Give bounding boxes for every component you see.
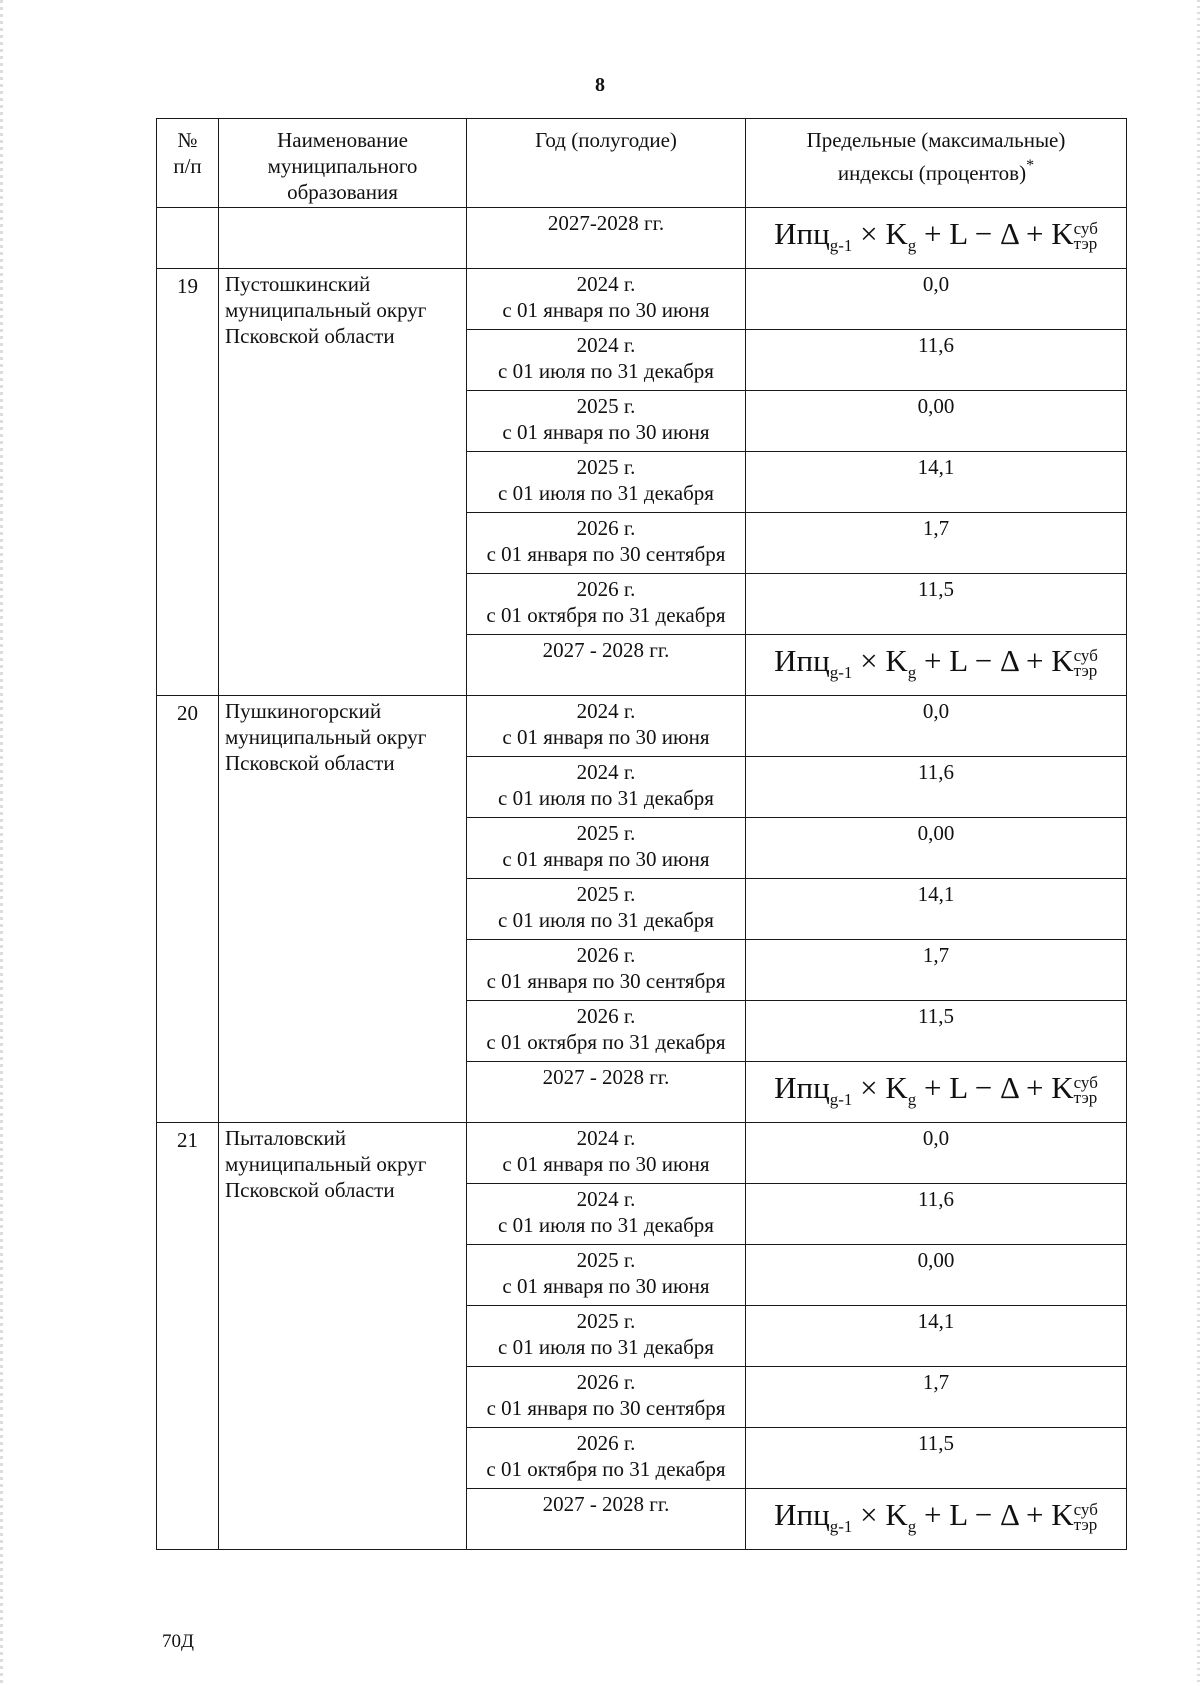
footnote-mark: * bbox=[1026, 157, 1035, 174]
formula-k2-scripts bbox=[1074, 1502, 1098, 1532]
left-scan-edge bbox=[0, 0, 3, 1686]
formula-rest: + L − Δ + K bbox=[916, 1497, 1074, 1532]
formula-k2-sub: тэр bbox=[1073, 1515, 1098, 1534]
formula-k2-sup: суб bbox=[1073, 1073, 1098, 1092]
period-cell: 2026 г. с 01 октября по 31 декабря bbox=[467, 1001, 746, 1062]
period-cell: 2024 г. с 01 января по 30 июня bbox=[467, 1123, 746, 1184]
formula-ipc: Ипц bbox=[774, 216, 830, 251]
period-cell: 2025 г. с 01 июля по 31 декабря bbox=[467, 1306, 746, 1367]
period-cell: 2027 - 2028 гг. bbox=[467, 635, 746, 696]
period-cell: 2027 - 2028 гг. bbox=[467, 1489, 746, 1550]
formula-ipc-sub: g-1 bbox=[829, 663, 853, 682]
formula-ipc: Ипц bbox=[774, 643, 830, 678]
table-body bbox=[157, 208, 1127, 1550]
formula-rest: + L − Δ + K bbox=[916, 643, 1074, 678]
formula bbox=[774, 643, 1098, 682]
index-value: 11,5 bbox=[746, 1428, 1127, 1489]
index-value: 0,0 bbox=[746, 696, 1127, 757]
formula bbox=[774, 1070, 1098, 1109]
formula-k: K bbox=[885, 216, 908, 251]
table-row bbox=[157, 696, 1127, 757]
formula-ipc: Ипц bbox=[774, 1070, 830, 1105]
period-cell: 2026 г. с 01 января по 30 сентября bbox=[467, 513, 746, 574]
index-value: 11,5 bbox=[746, 1001, 1127, 1062]
period-cell: 2025 г. с 01 января по 30 июня bbox=[467, 391, 746, 452]
row-number: 21 bbox=[157, 1123, 219, 1550]
formula-k-sub: g bbox=[907, 1090, 917, 1109]
formula-times: × bbox=[852, 216, 886, 251]
period-cell: 2024 г. с 01 июля по 31 декабря bbox=[467, 330, 746, 391]
index-value: 14,1 bbox=[746, 452, 1127, 513]
period-cell: 2024 г. с 01 января по 30 июня bbox=[467, 696, 746, 757]
index-value: 11,6 bbox=[746, 330, 1127, 391]
index-value: 1,7 bbox=[746, 1367, 1127, 1428]
formula-times: × bbox=[852, 1497, 886, 1532]
index-value: 11,6 bbox=[746, 757, 1127, 818]
formula-k-sub: g bbox=[907, 663, 917, 682]
period-cell: 2027 - 2028 гг. bbox=[467, 1062, 746, 1123]
index-value: 1,7 bbox=[746, 513, 1127, 574]
municipality-cell-empty bbox=[219, 208, 467, 269]
formula-cell bbox=[746, 1062, 1127, 1123]
row-number: 19 bbox=[157, 269, 219, 696]
municipality-name: Пушкиногорский муниципальный округ Псковской области bbox=[219, 696, 467, 1123]
page-number: 8 bbox=[595, 74, 605, 96]
period-cell: 2026 г. с 01 января по 30 сентября bbox=[467, 940, 746, 1001]
header-num: № п/п bbox=[157, 119, 219, 208]
formula-k: K bbox=[885, 643, 908, 678]
formula-k2-sup: суб bbox=[1073, 1500, 1098, 1519]
period-cell: 2024 г. с 01 июля по 31 декабря bbox=[467, 757, 746, 818]
formula-k-sub: g bbox=[907, 236, 917, 255]
table-row-continuation bbox=[157, 208, 1127, 269]
index-value: 0,0 bbox=[746, 1123, 1127, 1184]
formula-cell bbox=[746, 208, 1127, 269]
formula-times: × bbox=[852, 643, 886, 678]
footer-code: 70Д bbox=[162, 1631, 194, 1652]
period-cell: 2024 г. с 01 июля по 31 декабря bbox=[467, 1184, 746, 1245]
period-cell: 2026 г. с 01 октября по 31 декабря bbox=[467, 574, 746, 635]
index-value: 14,1 bbox=[746, 1306, 1127, 1367]
header-index: Предельные (максимальные) индексы (процентов)* bbox=[746, 119, 1127, 208]
formula-k2-sup: суб bbox=[1073, 219, 1098, 238]
header-period: Год (полугодие) bbox=[467, 119, 746, 208]
num-cell-empty bbox=[157, 208, 219, 269]
period-cell: 2026 г. с 01 января по 30 сентября bbox=[467, 1367, 746, 1428]
formula-k2-sup: суб bbox=[1073, 646, 1098, 665]
period-cell: 2024 г. с 01 января по 30 июня bbox=[467, 269, 746, 330]
row-number: 20 bbox=[157, 696, 219, 1123]
formula-k2-sub: тэр bbox=[1073, 234, 1098, 253]
formula-k-sub: g bbox=[907, 1517, 917, 1536]
formula-ipc-sub: g-1 bbox=[829, 1517, 853, 1536]
municipality-name: Пыталовский муниципальный округ Псковской области bbox=[219, 1123, 467, 1550]
period-cell: 2025 г. с 01 июля по 31 декабря bbox=[467, 452, 746, 513]
index-value: 11,6 bbox=[746, 1184, 1127, 1245]
formula-ipc: Ипц bbox=[774, 1497, 830, 1532]
table-row bbox=[157, 269, 1127, 330]
formula-cell bbox=[746, 635, 1127, 696]
formula-k2-scripts bbox=[1074, 221, 1098, 251]
formula-rest: + L − Δ + K bbox=[916, 1070, 1074, 1105]
index-value: 1,7 bbox=[746, 940, 1127, 1001]
formula-k: K bbox=[885, 1070, 908, 1105]
formula-k2-sub: тэр bbox=[1073, 1088, 1098, 1107]
index-value: 0,00 bbox=[746, 391, 1127, 452]
period-cell: 2027-2028 гг. bbox=[467, 208, 746, 269]
index-value: 0,0 bbox=[746, 269, 1127, 330]
table-header-row bbox=[157, 119, 1127, 208]
period-cell: 2025 г. с 01 января по 30 июня bbox=[467, 1245, 746, 1306]
formula-ipc-sub: g-1 bbox=[829, 236, 853, 255]
header-municipality: Наименование муниципального образования bbox=[219, 119, 467, 208]
municipality-name: Пустошкинский муниципальный округ Псковской области bbox=[219, 269, 467, 696]
formula-k: K bbox=[885, 1497, 908, 1532]
formula-cell bbox=[746, 1489, 1127, 1550]
index-value: 0,00 bbox=[746, 1245, 1127, 1306]
formula-k2-scripts bbox=[1074, 1075, 1098, 1105]
formula-k2-sub: тэр bbox=[1073, 661, 1098, 680]
formula-k2-scripts bbox=[1074, 648, 1098, 678]
formula-times: × bbox=[852, 1070, 886, 1105]
index-value: 0,00 bbox=[746, 818, 1127, 879]
period-cell: 2025 г. с 01 июля по 31 декабря bbox=[467, 879, 746, 940]
period-cell: 2026 г. с 01 октября по 31 декабря bbox=[467, 1428, 746, 1489]
formula bbox=[774, 216, 1098, 255]
table-row bbox=[157, 1123, 1127, 1184]
index-value: 11,5 bbox=[746, 574, 1127, 635]
formula bbox=[774, 1497, 1098, 1536]
formula-ipc-sub: g-1 bbox=[829, 1090, 853, 1109]
index-value: 14,1 bbox=[746, 879, 1127, 940]
formula-rest: + L − Δ + K bbox=[916, 216, 1074, 251]
period-cell: 2025 г. с 01 января по 30 июня bbox=[467, 818, 746, 879]
tariff-index-table bbox=[156, 118, 1127, 1550]
